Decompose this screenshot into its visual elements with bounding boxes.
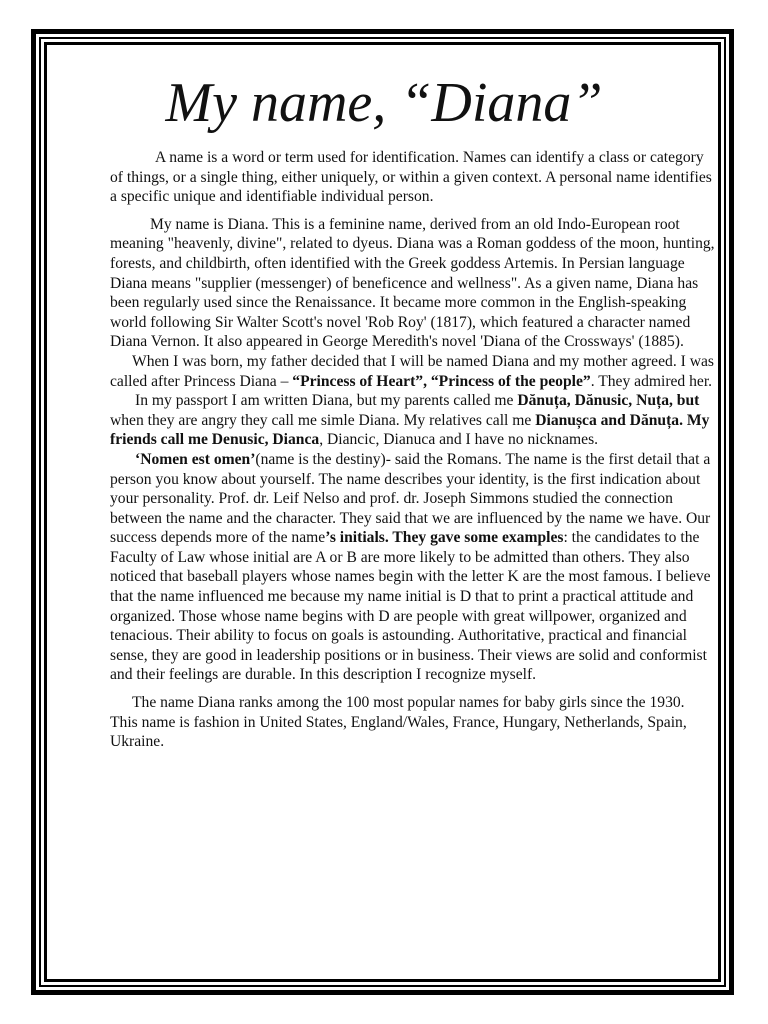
paragraph-nomen-text: (name is the destiny)- said the Romans. The name is the first detail that a person you know about yourself. The name describes your identity, is the first indication about your personality. Prof. dr. Leif Nelso and prof. dr. Joseph Simmons studied the connection between the name and the character. They said that we are influenced by the name we have. Our success depends more of the name	[110, 450, 711, 547]
page-title: My name, “Diana”	[165, 72, 603, 134]
paragraph-popularity: The name Diana ranks among the 100 most popular names for baby girls since the 1930. This name is fashion in United States, England/Wales, France, Hungary, Netherlands, Spain, Ukraine.	[110, 694, 687, 751]
princess-titles: “Princess of Heart”, “Princess of the people”	[292, 372, 591, 390]
paragraph-birth-end: . They admired her.	[590, 372, 713, 390]
paragraph-birth-text: When I was born, my father decided that I will be named Diana and my mother agreed. I was called after Princess Diana –	[110, 352, 714, 390]
paragraph-definition: A name is a word or term used for identification. Names can identify a class or category of things, or a single thing, either uniquely, or within a given context. A personal name identifies a specific unique and identifiable individual person.	[110, 149, 712, 206]
nomen-est-omen-phrase: ‘Nomen est omen’	[135, 450, 256, 468]
relative-nicknames: Dianușca and Dănuța. My friends call me Denusic, Dianca	[110, 411, 710, 449]
document-body	[110, 148, 715, 752]
paragraph-meaning: My name is Diana. This is a feminine name, derived from an old Indo-European root meaning "heavenly, divine", related to dyeus. Diana was a Roman goddess of the moon, hunting, forests, and childbirth, often identified with the Greek goddess Artemis. In Persian language Diana means "supplier (messenger) of beneficence and wellness". As a given name, Diana has been regularly used since the Renaissance. It became more common in the English-speaking world following Sir Walter Scott's novel 'Rob Roy' (1817), which featured a character named Diana Vernon. It also appeared in George Meredith's novel 'Diana of the Crossways' (1885).	[110, 215, 715, 351]
paragraph-birth	[110, 352, 715, 391]
paragraph-nicknames-text: In my passport I am written Diana, but my parents called me	[135, 392, 518, 410]
paragraph-nomen-est-omen	[110, 450, 715, 685]
paragraph-nicknames-end: , Diancic, Dianuca and I have no nicknames.	[319, 431, 599, 449]
initials-examples: ’s initials. They gave some examples	[325, 529, 564, 547]
paragraph-nicknames	[110, 391, 715, 450]
paragraph-nicknames-mid: when they are angry they call me simle Diana. My relatives call me	[110, 411, 536, 429]
paragraph-nomen-end: : the candidates to the Faculty of Law whose initial are A or B are more likely to be admitted than others. They also noticed that baseball players whose names begin with the letter K are the most famous. I believe that the name influenced me because my name initial is D that to print a practical attitude and organized. Those whose name begins with D are people with great willpower, organized and tenacious. Their ability to focus on goals is astounding. Authoritative, practical and financial sense, they are good in leadership positions or in business. Their views are solid and conformist and their feelings are durable. In this description I recognize myself.	[110, 529, 711, 684]
parent-nicknames: Dănuța, Dănusic, Nuța, but	[517, 392, 700, 410]
